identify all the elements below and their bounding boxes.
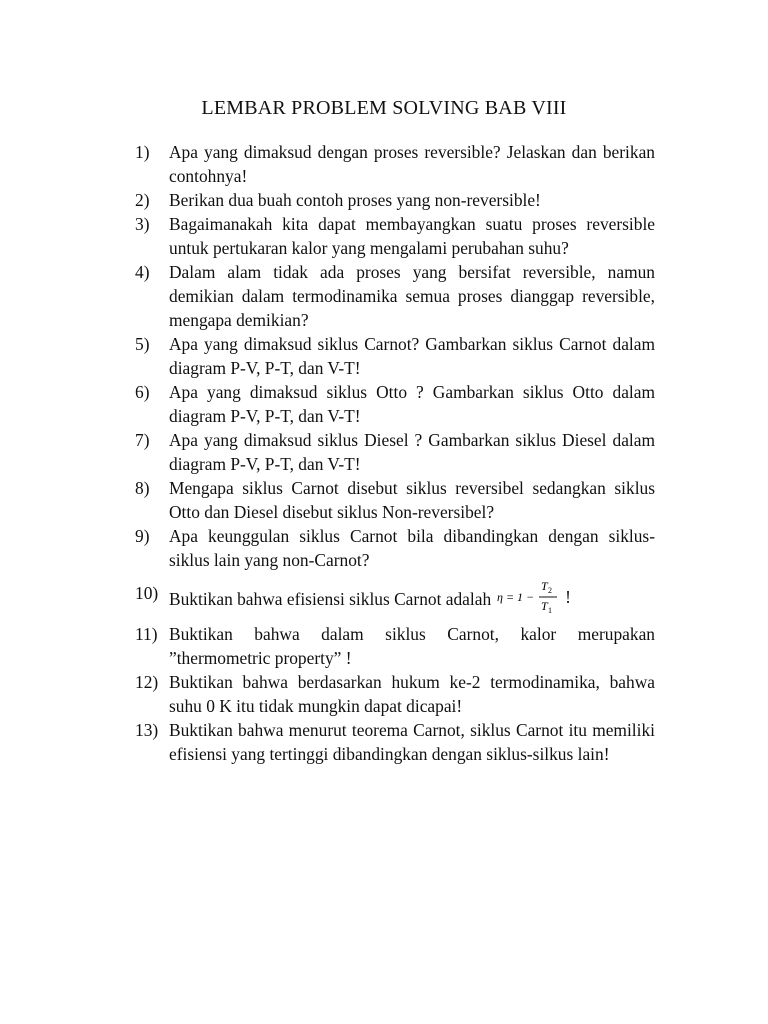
formula-svg	[497, 577, 563, 617]
question-text: Buktikan bahwa efisiensi siklus Carnot adalah	[169, 589, 492, 609]
question-text: Apa keunggulan siklus Carnot bila dibandingkan dengan siklus-siklus lain yang non-Carnot?	[169, 526, 655, 570]
question-text: Apa yang dimaksud siklus Carnot? Gambarkan siklus Carnot dalam diagram P-V, P-T, dan V-T!	[169, 334, 655, 378]
question-text: Mengapa siklus Carnot disebut siklus reversibel sedangkan siklus Otto dan Diesel disebut siklus Non-reversibel?	[169, 478, 655, 522]
question-item	[135, 428, 655, 476]
question-number: 3)	[135, 214, 150, 234]
question-number: 1)	[135, 142, 150, 162]
question-text: Buktikan bahwa berdasarkan hukum ke-2 termodinamika, bahwa suhu 0 K itu tidak mungkin dapat dicapai!	[169, 672, 655, 716]
question-list	[135, 140, 655, 766]
question-number: 6)	[135, 382, 150, 402]
question-text: Apa yang dimaksud siklus Diesel ? Gambarkan siklus Diesel dalam diagram P-V, P-T, dan V-T!	[169, 430, 655, 474]
question-item	[135, 524, 655, 572]
formula-numerator: T	[541, 579, 548, 593]
question-number: 2)	[135, 190, 150, 210]
question-text: Berikan dua buah contoh proses yang non-reversible!	[169, 190, 541, 210]
question-text: Dalam alam tidak ada proses yang bersifat reversible, namun demikian dalam termodinamika semua proses dianggap reversible, mengapa demikian?	[169, 262, 655, 330]
question-item	[135, 670, 655, 718]
question-number: 11)	[135, 624, 158, 644]
question-number: 7)	[135, 430, 150, 450]
question-number: 10)	[135, 583, 159, 603]
question-number: 9)	[135, 526, 150, 546]
question-item	[135, 576, 655, 616]
question-text: Buktikan bahwa menurut teorema Carnot, siklus Carnot itu memiliki efisiensi yang tertinggi dibandingkan dengan siklus-silkus lain!	[169, 720, 655, 764]
question-number: 4)	[135, 262, 150, 282]
formula-numerator-sub: 2	[548, 586, 553, 595]
question-item	[135, 260, 655, 332]
formula-denominator-sub: 1	[548, 606, 553, 615]
question-number: 5)	[135, 334, 150, 354]
question-suffix: !	[565, 587, 571, 607]
question-item	[135, 212, 655, 260]
carnot-efficiency-formula	[497, 577, 563, 617]
question-item	[135, 718, 655, 766]
question-text-with-formula	[169, 576, 655, 621]
question-text: Buktikan bahwa dalam siklus Carnot, kalor merupakan ”thermometric property” !	[169, 624, 655, 668]
question-number: 12)	[135, 672, 159, 692]
question-item	[135, 622, 655, 670]
question-item	[135, 188, 655, 212]
question-text: Bagaimanakah kita dapat membayangkan suatu proses reversible untuk pertukaran kalor yang mengalami perubahan suhu?	[169, 214, 655, 258]
question-item	[135, 140, 655, 188]
question-item	[135, 380, 655, 428]
question-item	[135, 476, 655, 524]
question-number: 8)	[135, 478, 150, 498]
question-text: Apa yang dimaksud siklus Otto ? Gambarkan siklus Otto dalam diagram P-V, P-T, dan V-T!	[169, 382, 655, 426]
formula-denominator: T	[541, 599, 548, 613]
question-item	[135, 332, 655, 380]
question-number: 13)	[135, 720, 159, 740]
question-text: Apa yang dimaksud dengan proses reversible? Jelaskan dan berikan contohnya!	[169, 142, 655, 186]
formula-lhs: η = 1 −	[497, 590, 535, 604]
document-title: LEMBAR PROBLEM SOLVING BAB VIII	[201, 97, 567, 119]
